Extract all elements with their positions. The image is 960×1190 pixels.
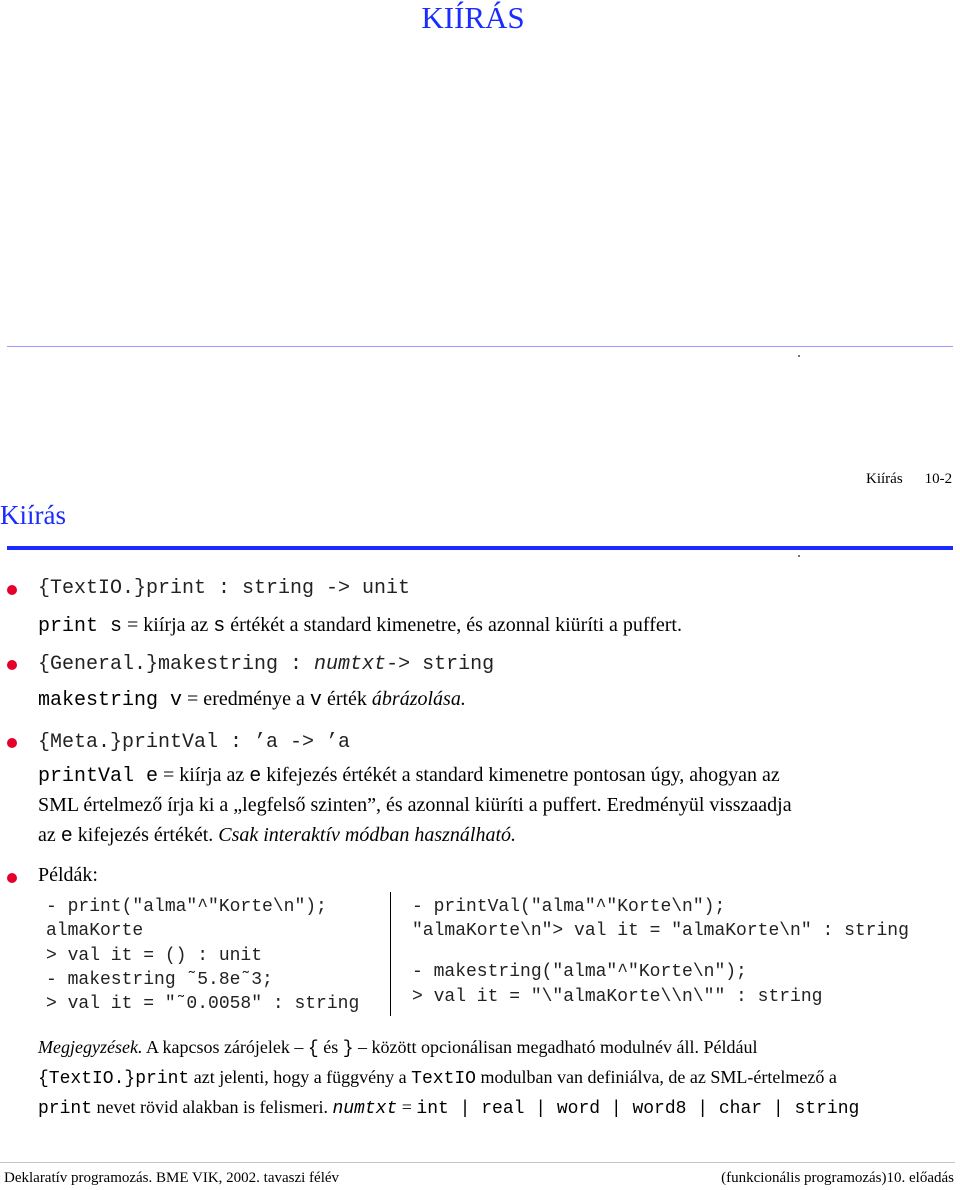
description-printval-line2: SML értelmező írja ki a „legfelső szinten”, és azonnal kiüríti a puffert. Eredményül visszaadja (38, 794, 792, 816)
top-divider (7, 346, 953, 347)
code-line: - print("alma"^"Korte\n"); (46, 897, 327, 917)
footer-left: Deklaratív programozás. BME VIK, 2002. tavaszi félév (4, 1170, 340, 1186)
code-line: > val it = "\"almaKorte\\n\"" : string (412, 987, 823, 1007)
bullet-icon (7, 738, 17, 748)
code-line: > val it = "˜0.0058" : string (46, 994, 360, 1014)
slide-header-label (866, 471, 952, 488)
examples-separator (390, 892, 391, 1016)
description-printval-line3: az e kifejezés értékét. Csak interaktív módban használható. (38, 824, 517, 848)
footer-rule (0, 1162, 955, 1163)
code-line: - printVal("alma"^"Korte\n"); (412, 897, 726, 917)
signature-printval: {Meta.}printVal : ’a -> ’a (38, 731, 351, 754)
code-line: - makestring("alma"^"Korte\n"); (412, 962, 747, 982)
slide-topic: Kiírás (866, 471, 903, 487)
examples-label: Példák: (38, 864, 98, 886)
footer-right: (funkcionális programozás)10. előadás (721, 1170, 954, 1186)
dot-mark (798, 355, 800, 357)
signature-makestring: {General.}makestring : numtxt-> string (38, 653, 495, 676)
notes-line3: print nevet rövid alakban is felismeri. numtxt = int | real | word | word8 | char | string (38, 1097, 860, 1119)
description-printval-line1: printVal e = kiírja az e kifejezés értékét a standard kimenetre pontosan úgy, ahogyan az (38, 764, 780, 788)
notes-line1: Megjegyzések. A kapcsos zárójelek – { és } – között opcionálisan megadható modulnév áll. Például (38, 1037, 758, 1059)
description-print: print s = kiírja az s értékét a standard kimenetre, és azonnal kiüríti a puffert. (38, 614, 682, 638)
notes-line2: {TextIO.}print azt jelenti, hogy a függvény a TextIO modulban van definiálva, de az SML-értelmező a (38, 1067, 837, 1089)
code-line: - makestring ˜5.8e˜3; (46, 970, 273, 990)
page-title: KIÍRÁS (421, 0, 525, 35)
code-line: > val it = () : unit (46, 946, 263, 966)
signature-print: {TextIO.}print : string -> unit (38, 577, 411, 600)
slide-title-rule (7, 546, 953, 550)
bullet-icon (7, 660, 17, 670)
code-line: "almaKorte\n"> val it = "almaKorte\n" : string (412, 921, 909, 941)
code-line: almaKorte (46, 921, 144, 941)
slide-number: 10-2 (924, 471, 953, 487)
dot-mark (798, 555, 800, 557)
bullet-icon (7, 873, 17, 883)
bullet-icon (7, 585, 17, 595)
description-makestring: makestring v = eredménye a v érték ábrázolása. (38, 688, 466, 712)
slide-title: Kiírás (0, 500, 66, 530)
